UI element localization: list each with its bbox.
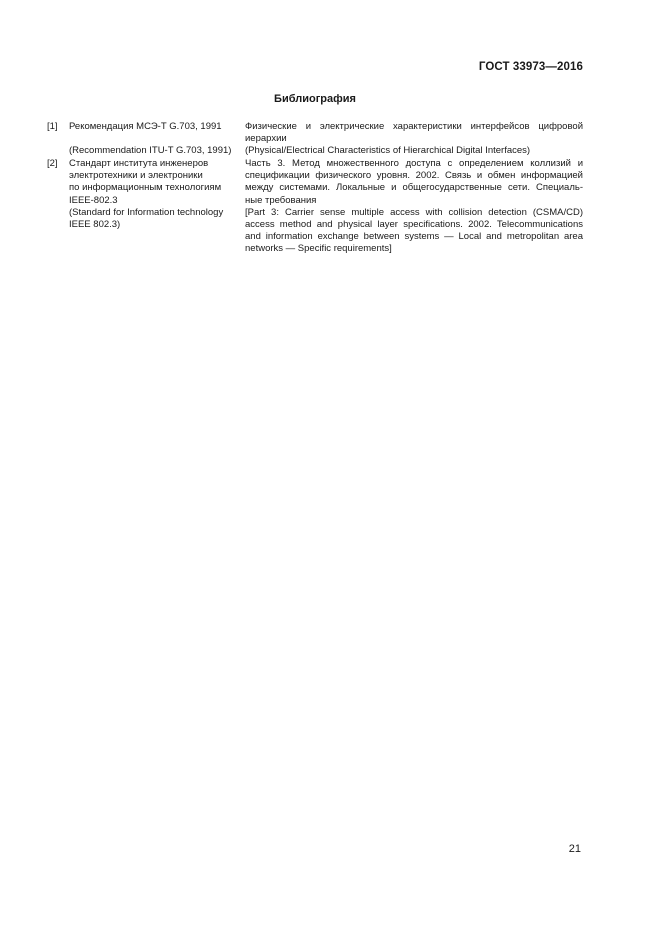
reference-description bbox=[245, 121, 583, 158]
description-line: and information exchange between systems — Local and metropolitan area bbox=[245, 231, 583, 243]
description-line: Часть 3. Метод множественного доступа с определением коллизий и bbox=[245, 158, 583, 169]
source-line: электротехники и электроники bbox=[69, 170, 203, 182]
source-line-blank bbox=[69, 133, 241, 145]
description-line: иерархии bbox=[245, 133, 287, 145]
document-standard-header: ГОСТ 33973—2016 bbox=[478, 61, 583, 73]
description-line: спецификации физического уровня. 2002. Связь и обмен информацией bbox=[245, 170, 583, 182]
bibliography-title: Библиография bbox=[274, 93, 356, 105]
source-line: Рекомендация МСЭ-Т G.703, 1991 bbox=[69, 121, 222, 132]
source-line: (Recommendation ITU-T G.703, 1991) bbox=[69, 145, 232, 157]
page-number: 21 bbox=[568, 843, 581, 855]
source-line: Стандарт института инженеров bbox=[69, 158, 209, 169]
source-line: IEEE 802.3) bbox=[69, 219, 121, 231]
description-line: networks — Specific requirements] bbox=[245, 243, 392, 255]
reference-source bbox=[69, 121, 241, 158]
source-line: IEEE-802.3 bbox=[69, 194, 118, 206]
description-line: (Physical/Electrical Characteristics of Hierarchical Digital Interfaces) bbox=[245, 145, 531, 157]
reference-source bbox=[69, 158, 241, 231]
description-line: [Part 3: Carrier sense multiple access with collision detection (CSMA/CD) bbox=[245, 206, 583, 218]
source-line: по информационным технологиям bbox=[69, 182, 222, 194]
description-line: Физические и электрические характеристики интерфейсов цифровой bbox=[245, 121, 583, 132]
reference-number: [1] bbox=[47, 121, 58, 132]
description-line: ные требования bbox=[245, 194, 317, 206]
description-line: access method and physical layer specifications. 2002. Telecommunications bbox=[245, 219, 583, 231]
source-line: (Standard for Information technology bbox=[69, 206, 224, 218]
reference-number: [2] bbox=[47, 158, 58, 169]
description-line: между системами. Локальные и общегосударственные сети. Специаль- bbox=[245, 182, 583, 194]
reference-description bbox=[245, 158, 583, 256]
